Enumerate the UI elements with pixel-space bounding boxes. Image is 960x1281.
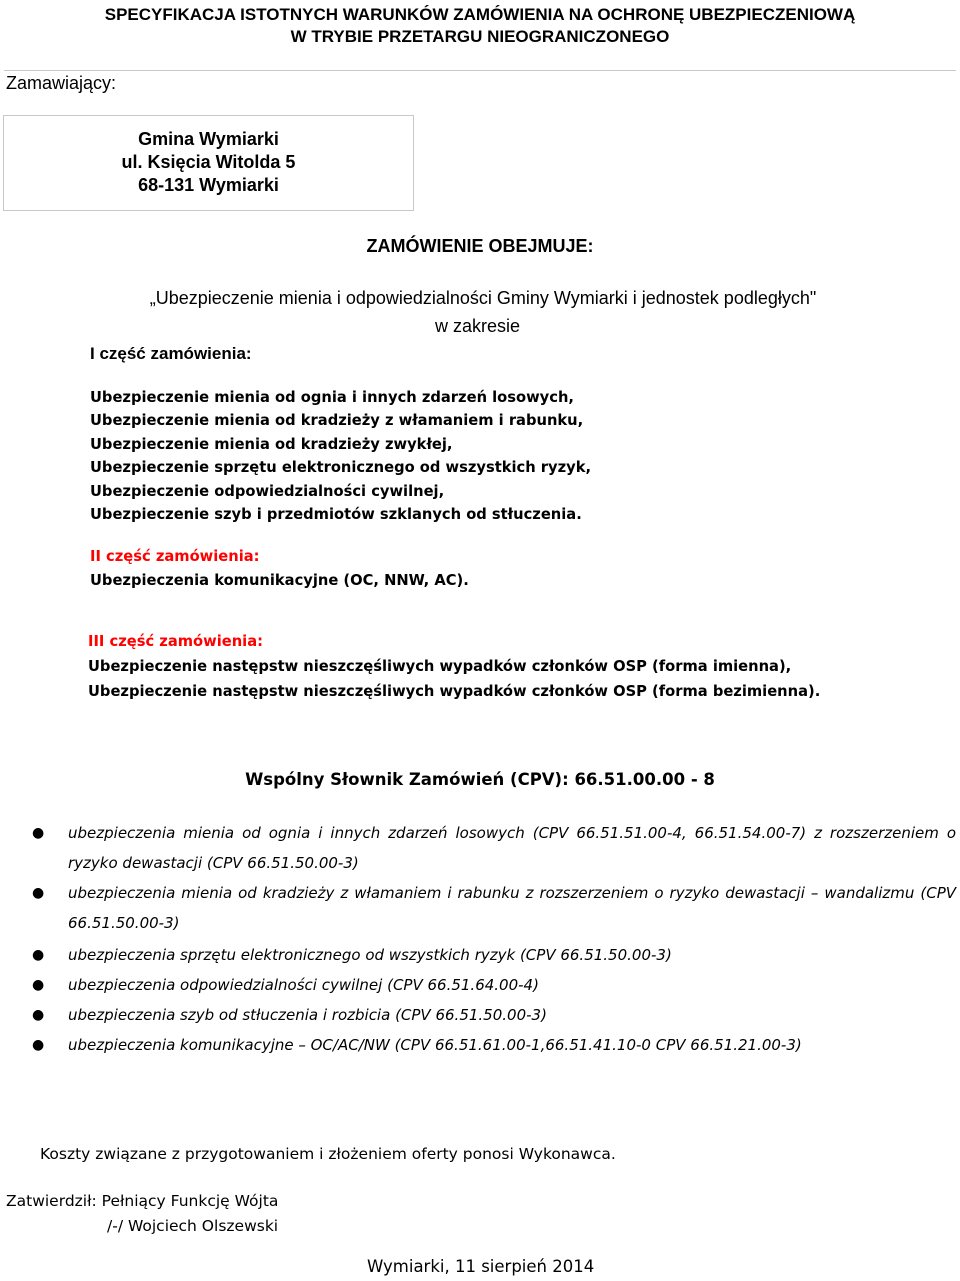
cpv-item-text: ubezpieczenia mienia od kradzieży z włamaniem i rabunku z rozszerzeniem o ryzyko dewastacji – wandalizmu (CPV 66.51.50.00-3)	[68, 884, 956, 932]
list-item	[32, 818, 956, 878]
part1-label: I część zamówienia:	[90, 344, 252, 363]
cpv-item-text: ubezpieczenia sprzętu elektronicznego od wszystkich ryzyk (CPV 66.51.50.00-3)	[68, 946, 672, 964]
cpv-list	[32, 818, 956, 1060]
document-header	[0, 4, 960, 48]
bullet-icon: ●	[32, 977, 45, 993]
cpv-item-text: ubezpieczenia mienia od ognia i innych zdarzeń losowych (CPV 66.51.51.00-4, 66.51.54.00-7) z rozszerzeniem o ryzyko dewastacji (CPV 66.51.50.00-3)	[68, 824, 956, 872]
ordering-party-city: 68-131 Wymiarki	[138, 175, 279, 195]
bullet-icon: ●	[32, 825, 45, 841]
part3-item: Ubezpieczenie następstw nieszczęśliwych wypadków członków OSP (forma imienna),	[88, 658, 792, 675]
scope-title: „Ubezpieczenie mienia i odpowiedzialności Gminy Wymiarki i jednostek podległych"	[149, 288, 817, 308]
part1-item: Ubezpieczenie szyb i przedmiotów szklanych od stłuczenia.	[90, 506, 582, 524]
costs-note: Koszty związane z przygotowaniem i złożeniem oferty ponosi Wykonawca.	[40, 1145, 616, 1163]
scope-in-scope: w zakresie	[435, 316, 521, 336]
part1-item: Ubezpieczenie mienia od kradzieży zwykłej,	[90, 435, 453, 453]
header-divider	[4, 70, 956, 71]
list-item	[32, 970, 956, 1000]
bullet-icon: ●	[32, 1037, 45, 1053]
header-line-1: SPECYFIKACJA ISTOTNYCH WARUNKÓW ZAMÓWIENIA NA OCHRONĘ UBEZPIECZENIOWĄ	[104, 5, 856, 24]
list-item	[32, 878, 956, 938]
part3-item: Ubezpieczenie następstw nieszczęśliwych wypadków członków OSP (forma bezimienna).	[88, 683, 821, 700]
part1-item: Ubezpieczenie mienia od ognia i innych zdarzeń losowych,	[90, 389, 574, 406]
approval-line-1: Zatwierdził: Pełniący Funkcję Wójta	[6, 1192, 279, 1210]
part1-list	[90, 386, 591, 526]
part1-item: Ubezpieczenie odpowiedzialności cywilnej,	[90, 482, 445, 500]
part1-item: Ubezpieczenie sprzętu elektronicznego od wszystkich ryzyk,	[90, 459, 592, 477]
cpv-heading: Wspólny Słownik Zamówień (CPV): 66.51.00.00 - 8	[245, 770, 715, 789]
ordering-party-box	[3, 115, 414, 211]
list-item	[32, 940, 956, 970]
cpv-item-text: ubezpieczenia odpowiedzialności cywilnej (CPV 66.51.64.00-4)	[68, 976, 539, 994]
part3-label: III część zamówienia:	[88, 633, 263, 650]
part2-section	[90, 545, 469, 593]
bullet-icon: ●	[32, 885, 45, 901]
part3-section	[88, 629, 820, 704]
document-date: Wymiarki, 11 sierpień 2014	[367, 1257, 595, 1276]
list-item	[32, 1000, 956, 1030]
cpv-item-text: ubezpieczenia szyb od stłuczenia i rozbicia (CPV 66.51.50.00-3)	[68, 1006, 547, 1024]
cpv-item-text: ubezpieczenia komunikacyjne – OC/AC/NW (CPV 66.51.61.00-1,66.51.41.10-0 CPV 66.51.21.00-3)	[68, 1036, 802, 1054]
bullet-icon: ●	[32, 947, 45, 963]
ordering-party-label: Zamawiający:	[6, 73, 117, 93]
ordering-party-street: ul. Księcia Witolda 5	[121, 152, 296, 172]
list-item	[32, 1030, 956, 1060]
approval-block	[6, 1189, 278, 1239]
scope-heading: ZAMÓWIENIE OBEJMUJE:	[366, 236, 594, 256]
part2-label: II część zamówienia:	[90, 548, 260, 565]
header-line-2: W TRYBIE PRZETARGU NIEOGRANICZONEGO	[290, 27, 670, 46]
part1-item: Ubezpieczenie mienia od kradzieży z włamaniem i rabunku,	[90, 412, 584, 430]
approval-signatory: /-/ Wojciech Olszewski	[107, 1217, 279, 1235]
part2-item: Ubezpieczenia komunikacyjne (OC, NNW, AC).	[90, 572, 469, 589]
ordering-party-name: Gmina Wymiarki	[138, 129, 279, 149]
bullet-icon: ●	[32, 1007, 45, 1023]
